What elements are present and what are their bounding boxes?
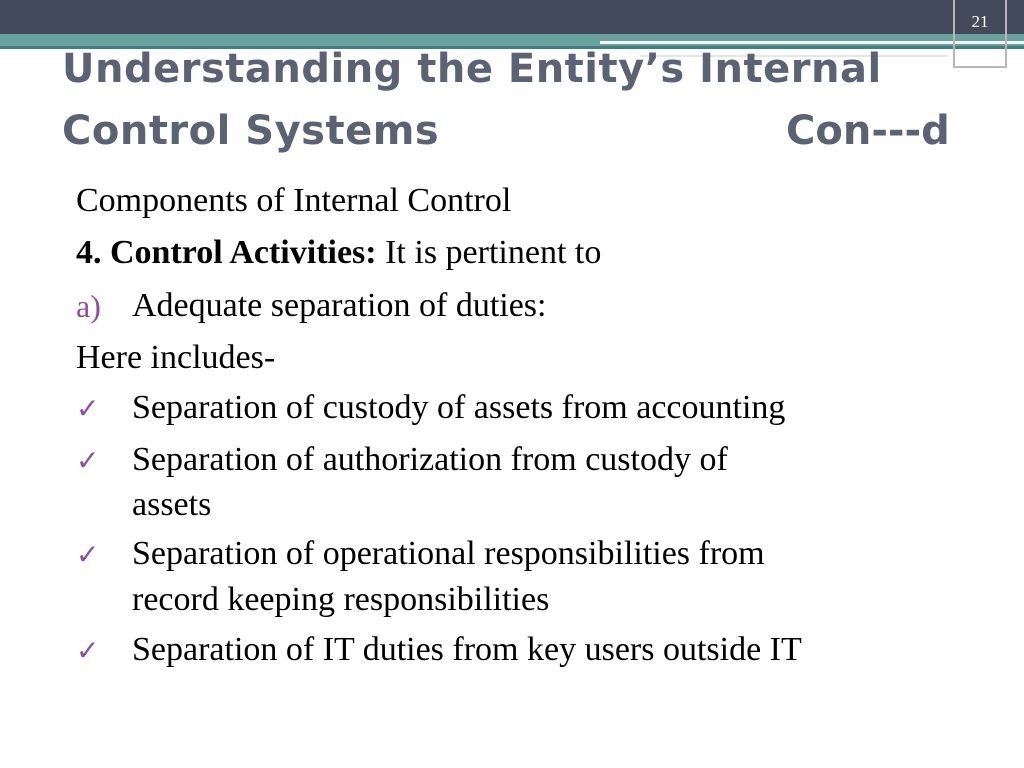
- check-item-3-line-2: record keeping responsibilities: [132, 581, 550, 618]
- components-heading: Components of Internal Control: [76, 182, 512, 219]
- checkmark-icon: ✓: [76, 444, 100, 477]
- page-number: 21: [971, 12, 989, 31]
- check-item-2-line-1: Separation of authorization from custody of: [132, 441, 728, 478]
- checkmark-icon: ✓: [76, 392, 100, 425]
- item-a-marker: a): [76, 288, 101, 324]
- control-activities-line: [76, 234, 601, 272]
- teal-stripe: [0, 34, 1024, 46]
- check-item-1: Separation of custody of assets from accounting: [132, 389, 786, 426]
- item-a-text: Adequate separation of duties:: [132, 287, 547, 324]
- check-item-2-line-2: assets: [132, 486, 212, 523]
- slide-title-suffix: Con---d: [786, 108, 950, 154]
- checkmark-icon: ✓: [76, 538, 100, 571]
- check-item-3-line-1: Separation of operational responsibilities from: [132, 535, 765, 572]
- control-activities-label: 4. Control Activities:: [76, 234, 377, 271]
- check-item-4: Separation of IT duties from key users outside IT: [132, 631, 802, 668]
- control-activities-text: It is pertinent to: [385, 234, 602, 271]
- header-band: [0, 0, 1024, 34]
- slide-title-line-2: Control Systems: [62, 108, 440, 154]
- checkmark-icon: ✓: [76, 634, 100, 667]
- page-number-box: [953, 0, 1007, 68]
- slide-title-line-1: Understanding the Entity’s Internal: [62, 46, 882, 92]
- includes-text: Here includes-: [76, 339, 276, 376]
